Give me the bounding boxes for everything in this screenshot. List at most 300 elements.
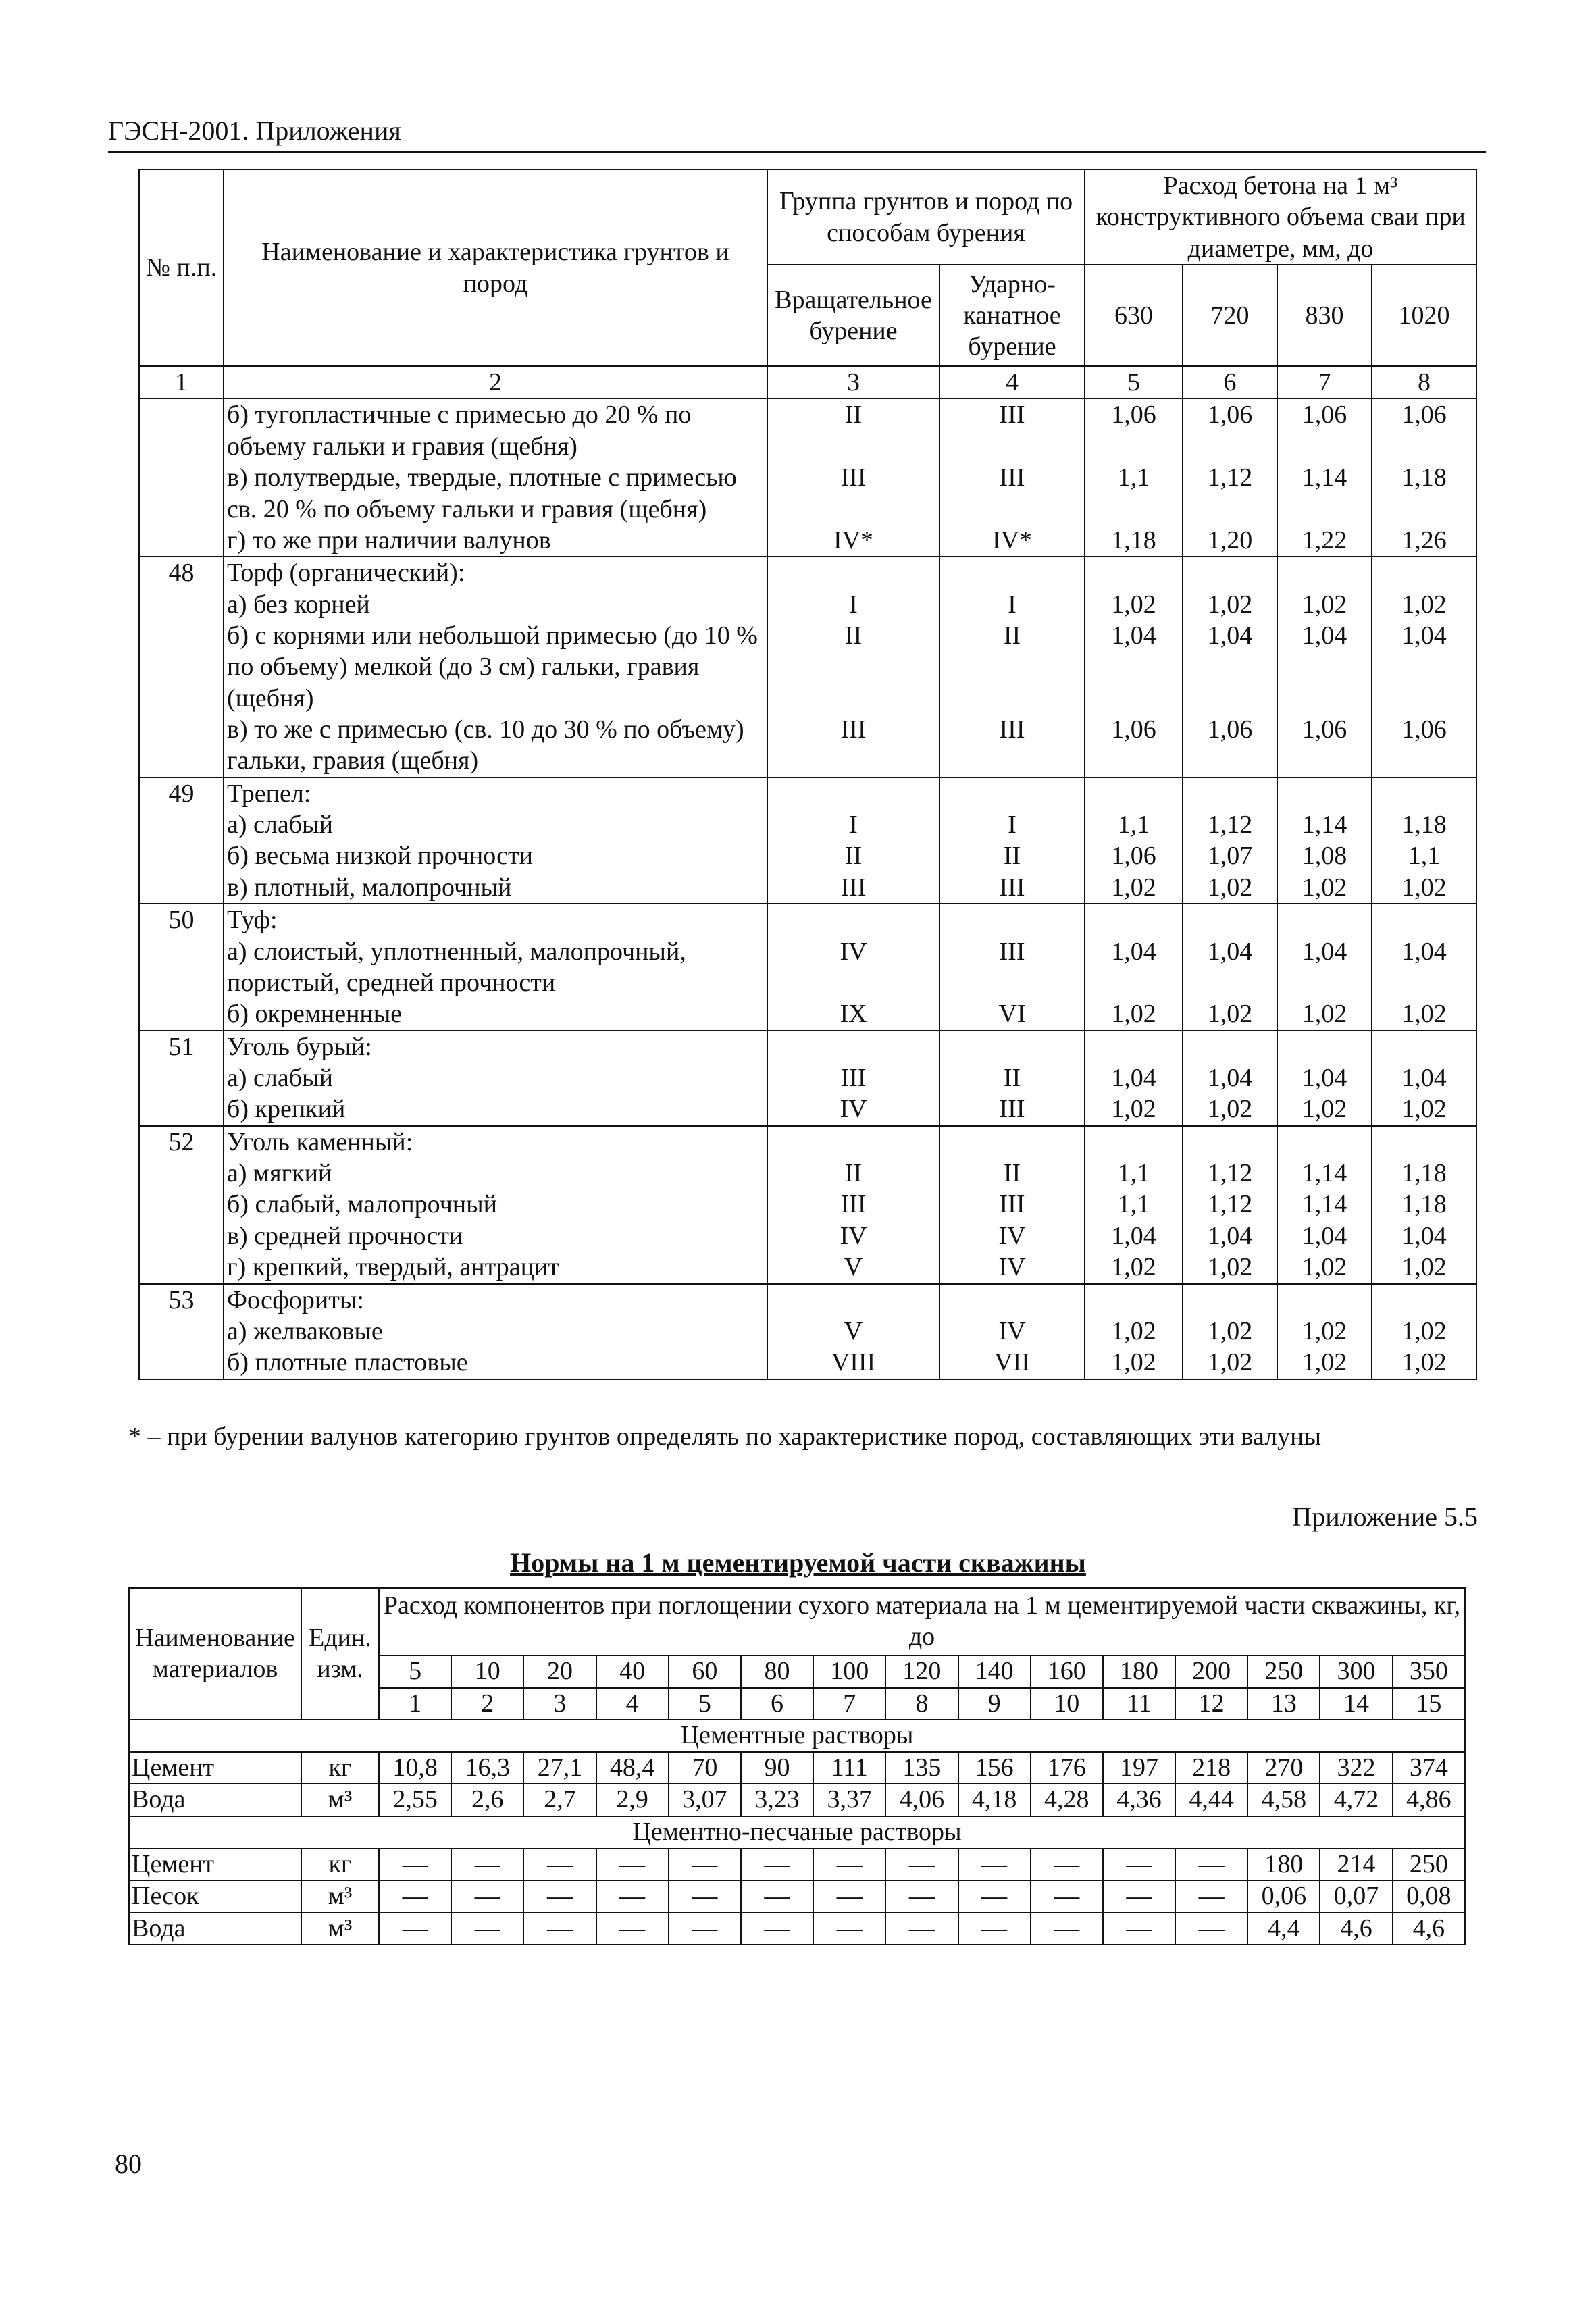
norm-value: 4,6 [1393, 1913, 1465, 1945]
table-row [129, 1880, 1465, 1913]
index-header: 4 [596, 1688, 669, 1720]
rotary-group: IV [767, 1094, 939, 1125]
row-number: 51 [139, 1031, 224, 1062]
concrete-value: 1,18 [1085, 525, 1183, 557]
norm-value: 250 [1393, 1849, 1465, 1881]
amount-header: 100 [813, 1655, 885, 1688]
rotary-group: IV* [767, 525, 939, 557]
concrete-value [1372, 904, 1476, 935]
concrete-value: 1,02 [1085, 1316, 1183, 1347]
norm-value: — [669, 1849, 741, 1881]
unit: кг [301, 1752, 379, 1784]
row-number [139, 1062, 224, 1094]
cable-group: VI [939, 998, 1085, 1030]
column-number: 2 [224, 366, 767, 398]
soil-name: б) крепкий [224, 1094, 767, 1125]
norm-value: 4,6 [1320, 1913, 1392, 1945]
rotary-group [767, 1031, 939, 1062]
cable-group: IV [939, 1252, 1085, 1283]
concrete-value [1277, 1126, 1372, 1158]
rotary-group [767, 557, 939, 588]
concrete-value: 1,02 [1183, 872, 1277, 904]
col-header-group: Группа грунтов и пород по способам бурения [767, 170, 1085, 265]
table-row [139, 904, 1476, 935]
concrete-value: 1,14 [1277, 809, 1372, 840]
concrete-value: 1,14 [1277, 462, 1372, 525]
concrete-value: 1,02 [1277, 998, 1372, 1030]
norm-value: — [379, 1880, 451, 1913]
norm-value: — [813, 1913, 885, 1945]
norm-value: 70 [669, 1752, 741, 1784]
norm-value: — [596, 1880, 669, 1913]
soil-name: Фосфориты: [224, 1284, 767, 1316]
concrete-value: 1,02 [1372, 1094, 1476, 1125]
norm-value: — [958, 1913, 1031, 1945]
norm-value: — [523, 1880, 596, 1913]
row-number [139, 936, 224, 999]
norm-value: 16,3 [451, 1752, 523, 1784]
table-row [139, 1316, 1476, 1347]
cable-group: IV [939, 1220, 1085, 1252]
soil-name: Трепел: [224, 777, 767, 809]
concrete-value [1277, 1031, 1372, 1062]
norm-value: 2,7 [523, 1784, 596, 1816]
concrete-value: 1,14 [1277, 1158, 1372, 1189]
norm-value: 4,18 [958, 1784, 1031, 1816]
concrete-value [1277, 777, 1372, 809]
row-number [139, 525, 224, 557]
col-header-diam: 830 [1277, 265, 1372, 366]
cable-group: VII [939, 1347, 1085, 1379]
rotary-group: III [767, 1062, 939, 1094]
table-row [139, 620, 1476, 714]
index-header: 6 [741, 1688, 813, 1720]
norm-value: 374 [1393, 1752, 1465, 1784]
rotary-group: III [767, 872, 939, 904]
concrete-value [1085, 777, 1183, 809]
soil-name: б) слабый, малопрочный [224, 1189, 767, 1220]
norm-value: 0,07 [1320, 1880, 1392, 1913]
col-header-diam: 630 [1085, 265, 1183, 366]
cement-norms-table [128, 1587, 1466, 1945]
index-header: 5 [669, 1688, 741, 1720]
norm-value: 3,07 [669, 1784, 741, 1816]
amount-header: 5 [379, 1655, 451, 1688]
table-row [139, 1220, 1476, 1252]
concrete-value: 1,04 [1085, 1220, 1183, 1252]
concrete-value: 1,1 [1085, 462, 1183, 525]
cable-group: II [939, 1062, 1085, 1094]
rotary-group: VIII [767, 1347, 939, 1379]
column-number: 6 [1183, 366, 1277, 398]
concrete-value: 1,1 [1085, 809, 1183, 840]
concrete-value: 1,18 [1372, 462, 1476, 525]
col-header-rotary: Вращательное бурение [767, 265, 939, 366]
index-header: 8 [885, 1688, 958, 1720]
soil-name: б) весьма низкой прочности [224, 840, 767, 871]
concrete-value: 1,02 [1085, 998, 1183, 1030]
norm-value: — [741, 1913, 813, 1945]
concrete-value: 1,08 [1277, 840, 1372, 871]
amount-header: 250 [1247, 1655, 1320, 1688]
norm-value: 111 [813, 1752, 885, 1784]
concrete-value: 1,02 [1372, 589, 1476, 620]
cable-group: I [939, 589, 1085, 620]
table-row [139, 840, 1476, 871]
table-row [129, 1752, 1465, 1784]
cable-group: IV* [939, 525, 1085, 557]
cable-group [939, 1031, 1085, 1062]
cable-group: III [939, 872, 1085, 904]
concrete-value: 1,02 [1372, 1316, 1476, 1347]
concrete-value: 1,04 [1183, 1220, 1277, 1252]
concrete-value: 1,07 [1183, 840, 1277, 871]
norm-value: 180 [1247, 1849, 1320, 1881]
index-header: 9 [958, 1688, 1031, 1720]
soil-name: Уголь каменный: [224, 1126, 767, 1158]
row-number [139, 462, 224, 525]
concrete-value: 1,04 [1085, 620, 1183, 714]
column-number: 4 [939, 366, 1085, 398]
norm-value: — [1175, 1849, 1247, 1881]
norm-value: 270 [1247, 1752, 1320, 1784]
index-header: 12 [1175, 1688, 1247, 1720]
norm-value: — [451, 1849, 523, 1881]
norm-value: 27,1 [523, 1752, 596, 1784]
concrete-value: 1,1 [1085, 1158, 1183, 1189]
rotary-group: IX [767, 998, 939, 1030]
concrete-value: 1,18 [1372, 1189, 1476, 1220]
norm-value: — [523, 1913, 596, 1945]
concrete-value: 1,02 [1085, 589, 1183, 620]
soil-name: г) крепкий, твердый, антрацит [224, 1252, 767, 1283]
concrete-value: 1,04 [1085, 936, 1183, 999]
row-number [139, 1347, 224, 1379]
concrete-value: 1,06 [1277, 714, 1372, 777]
concrete-value: 1,12 [1183, 1158, 1277, 1189]
amount-header: 120 [885, 1655, 958, 1688]
cable-group: II [939, 620, 1085, 714]
concrete-value: 1,02 [1183, 1094, 1277, 1125]
footnote: * – при бурении валунов категорию грунтов определять по характеристике пород, составляющих эти валуны [128, 1422, 1321, 1451]
soil-name: в) полутвердые, твердые, плотные с примесью св. 20 % по объему гальки и гравия (щебня) [224, 462, 767, 525]
index-header: 7 [813, 1688, 885, 1720]
col-header-diam: 720 [1183, 265, 1277, 366]
norm-value: 218 [1175, 1752, 1247, 1784]
norm-value: — [1031, 1913, 1103, 1945]
table-row [139, 1158, 1476, 1189]
concrete-value: 1,06 [1183, 714, 1277, 777]
rotary-group: II [767, 840, 939, 871]
norm-value: 2,6 [451, 1784, 523, 1816]
norm-value: — [958, 1849, 1031, 1881]
concrete-value [1183, 1284, 1277, 1316]
row-number [139, 998, 224, 1030]
table-row [139, 1094, 1476, 1125]
table-row [139, 872, 1476, 904]
concrete-value: 1,02 [1372, 1347, 1476, 1379]
table-row [139, 557, 1476, 588]
soil-name: Торф (органический): [224, 557, 767, 588]
section-title: Цементные растворы [129, 1720, 1465, 1752]
norm-value: 135 [885, 1752, 958, 1784]
row-number [139, 809, 224, 840]
norm-value: 4,44 [1175, 1784, 1247, 1816]
page-header: ГЭСН-2001. Приложения [108, 115, 1486, 153]
norm-value: 0,06 [1247, 1880, 1320, 1913]
row-number: 50 [139, 904, 224, 935]
concrete-value [1183, 1126, 1277, 1158]
table-row [139, 1252, 1476, 1283]
norm-value: 2,55 [379, 1784, 451, 1816]
concrete-value: 1,12 [1183, 809, 1277, 840]
concrete-value: 1,02 [1183, 1252, 1277, 1283]
soil-name: в) средней прочности [224, 1220, 767, 1252]
section-row [129, 1816, 1465, 1849]
col-header-no: № п.п. [139, 170, 224, 366]
concrete-value: 1,02 [1372, 1252, 1476, 1283]
rotary-group: II [767, 620, 939, 714]
norm-value: — [813, 1849, 885, 1881]
cable-group: III [939, 398, 1085, 462]
table2-title: Нормы на 1 м цементируемой части скважины [510, 1547, 1086, 1578]
concrete-value: 1,04 [1372, 936, 1476, 999]
concrete-value: 1,04 [1277, 620, 1372, 714]
concrete-value: 1,02 [1085, 1347, 1183, 1379]
concrete-value: 1,12 [1183, 1189, 1277, 1220]
norm-value: — [1031, 1849, 1103, 1881]
soil-name: в) плотный, малопрочный [224, 872, 767, 904]
norm-value: 3,23 [741, 1784, 813, 1816]
concrete-value: 1,20 [1183, 525, 1277, 557]
row-number [139, 1252, 224, 1283]
concrete-value: 1,02 [1277, 589, 1372, 620]
soil-name: б) с корнями или небольшой примесью (до 10 % по объему) мелкой (до 3 см) гальки, гравия (щебня) [224, 620, 767, 714]
material-name: Песок [129, 1880, 301, 1913]
cable-group: III [939, 1189, 1085, 1220]
column-number: 3 [767, 366, 939, 398]
concrete-value: 1,18 [1372, 809, 1476, 840]
soil-name: а) мягкий [224, 1158, 767, 1189]
norm-value: — [669, 1913, 741, 1945]
section-row [129, 1720, 1465, 1752]
rotary-group [767, 1284, 939, 1316]
row-number [139, 1220, 224, 1252]
table-row [139, 998, 1476, 1030]
concrete-value [1183, 557, 1277, 588]
soil-name: а) слоистый, уплотненный, малопрочный, пористый, средней прочности [224, 936, 767, 999]
concrete-value: 1,02 [1183, 1316, 1277, 1347]
norm-value: — [741, 1880, 813, 1913]
cable-group [939, 1126, 1085, 1158]
rotary-group: III [767, 462, 939, 525]
concrete-value [1183, 777, 1277, 809]
concrete-value: 1,04 [1372, 1220, 1476, 1252]
row-number [139, 714, 224, 777]
table-row [139, 777, 1476, 809]
concrete-value: 1,06 [1085, 840, 1183, 871]
norm-value: — [379, 1849, 451, 1881]
concrete-value: 1,04 [1372, 620, 1476, 714]
norm-value: 176 [1031, 1752, 1103, 1784]
concrete-value: 1,18 [1372, 1158, 1476, 1189]
cable-group [939, 1284, 1085, 1316]
soil-name: в) то же с примесью (св. 10 до 30 % по объему) гальки, гравия (щебня) [224, 714, 767, 777]
soil-name: Уголь бурый: [224, 1031, 767, 1062]
norm-value: — [451, 1913, 523, 1945]
concrete-value [1085, 557, 1183, 588]
concrete-value [1372, 777, 1476, 809]
table-row [139, 1062, 1476, 1094]
material-name: Цемент [129, 1849, 301, 1881]
concrete-value: 1,06 [1372, 714, 1476, 777]
concrete-value: 1,02 [1085, 1252, 1183, 1283]
table-row [139, 1189, 1476, 1220]
rotary-group [767, 904, 939, 935]
soil-concrete-table [138, 169, 1477, 1380]
column-number: 1 [139, 366, 224, 398]
rotary-group: II [767, 1158, 939, 1189]
norm-value: 214 [1320, 1849, 1392, 1881]
soil-name: г) то же при наличии валунов [224, 525, 767, 557]
norm-value: 4,58 [1247, 1784, 1320, 1816]
concrete-value: 1,02 [1372, 872, 1476, 904]
concrete-value [1085, 904, 1183, 935]
row-number: 52 [139, 1126, 224, 1158]
norm-value: 3,37 [813, 1784, 885, 1816]
concrete-value: 1,02 [1277, 1316, 1372, 1347]
concrete-value: 1,14 [1277, 1189, 1372, 1220]
col-header-consumption: Расход бетона на 1 м³ конструктивного объема сваи при диаметре, мм, до [1085, 170, 1476, 265]
amount-header: 20 [523, 1655, 596, 1688]
cable-group: III [939, 714, 1085, 777]
soil-name: б) окремненные [224, 998, 767, 1030]
norm-value: 197 [1103, 1752, 1175, 1784]
concrete-value [1372, 1031, 1476, 1062]
concrete-value: 1,04 [1183, 936, 1277, 999]
concrete-value [1085, 1284, 1183, 1316]
row-number [139, 398, 224, 462]
table-row [139, 936, 1476, 999]
amount-header: 300 [1320, 1655, 1392, 1688]
material-name: Вода [129, 1913, 301, 1945]
norm-value: 0,08 [1393, 1880, 1465, 1913]
rotary-group: II [767, 398, 939, 462]
norm-value: 4,86 [1393, 1784, 1465, 1816]
norm-value: — [596, 1913, 669, 1945]
norm-value: 10,8 [379, 1752, 451, 1784]
index-header: 2 [451, 1688, 523, 1720]
table-row [139, 714, 1476, 777]
norm-value: — [1103, 1880, 1175, 1913]
rotary-group: IV [767, 1220, 939, 1252]
cable-group: I [939, 809, 1085, 840]
norm-value: — [1175, 1913, 1247, 1945]
rotary-group: IV [767, 936, 939, 999]
appendix-label: Приложение 5.5 [1292, 1501, 1478, 1532]
cable-group: IV [939, 1316, 1085, 1347]
amount-header: 350 [1393, 1655, 1465, 1688]
rotary-group: V [767, 1316, 939, 1347]
norm-value: — [596, 1849, 669, 1881]
concrete-value [1277, 1284, 1372, 1316]
norm-value: 4,4 [1247, 1913, 1320, 1945]
column-number: 5 [1085, 366, 1183, 398]
amount-header: 200 [1175, 1655, 1247, 1688]
norm-value: — [1103, 1913, 1175, 1945]
table-row [139, 1284, 1476, 1316]
soil-name: Туф: [224, 904, 767, 935]
norm-value: — [813, 1880, 885, 1913]
norm-value: — [885, 1913, 958, 1945]
column-number: 8 [1372, 366, 1476, 398]
concrete-value: 1,02 [1183, 998, 1277, 1030]
concrete-value: 1,02 [1085, 872, 1183, 904]
amount-header: 10 [451, 1655, 523, 1688]
norm-value: — [1031, 1880, 1103, 1913]
row-number [139, 620, 224, 714]
concrete-value: 1,12 [1183, 462, 1277, 525]
norm-value: 156 [958, 1752, 1031, 1784]
soil-name: а) слабый [224, 809, 767, 840]
rotary-group: III [767, 1189, 939, 1220]
norm-value: — [958, 1880, 1031, 1913]
concrete-value [1085, 1031, 1183, 1062]
col-header-material: Наименование материалов [129, 1588, 301, 1720]
material-name: Вода [129, 1784, 301, 1816]
cable-group: III [939, 462, 1085, 525]
rotary-group: V [767, 1252, 939, 1283]
concrete-value: 1,06 [1372, 398, 1476, 462]
concrete-value: 1,02 [1277, 872, 1372, 904]
norm-value: — [1103, 1849, 1175, 1881]
cable-group: III [939, 936, 1085, 999]
row-number [139, 1158, 224, 1189]
concrete-value: 1,04 [1277, 1220, 1372, 1252]
table-row [139, 1031, 1476, 1062]
col-header-cable: Ударно-канатное бурение [939, 265, 1085, 366]
unit: кг [301, 1849, 379, 1881]
norm-value: 2,9 [596, 1784, 669, 1816]
cable-group: III [939, 1094, 1085, 1125]
table-row [139, 462, 1476, 525]
col-header-consumption: Расход компонентов при поглощении сухого материала на 1 м цементируемой части скважины, кг, до [379, 1588, 1465, 1655]
norm-value: — [451, 1880, 523, 1913]
cable-group [939, 777, 1085, 809]
concrete-value: 1,04 [1277, 1062, 1372, 1094]
amount-header: 160 [1031, 1655, 1103, 1688]
row-number [139, 1316, 224, 1347]
concrete-value: 1,26 [1372, 525, 1476, 557]
index-header: 13 [1247, 1688, 1320, 1720]
concrete-value: 1,1 [1372, 840, 1476, 871]
table-row [139, 1347, 1476, 1379]
col-header-name: Наименование и характеристика грунтов и пород [224, 170, 767, 366]
norm-value: 4,28 [1031, 1784, 1103, 1816]
amount-header: 180 [1103, 1655, 1175, 1688]
concrete-value: 1,02 [1277, 1347, 1372, 1379]
cable-group [939, 557, 1085, 588]
rotary-group [767, 1126, 939, 1158]
index-header: 1 [379, 1688, 451, 1720]
material-name: Цемент [129, 1752, 301, 1784]
concrete-value [1085, 1126, 1183, 1158]
unit: м³ [301, 1784, 379, 1816]
table-row [129, 1913, 1465, 1945]
amount-header: 40 [596, 1655, 669, 1688]
col-header-diam: 1020 [1372, 265, 1476, 366]
norm-value: — [379, 1913, 451, 1945]
